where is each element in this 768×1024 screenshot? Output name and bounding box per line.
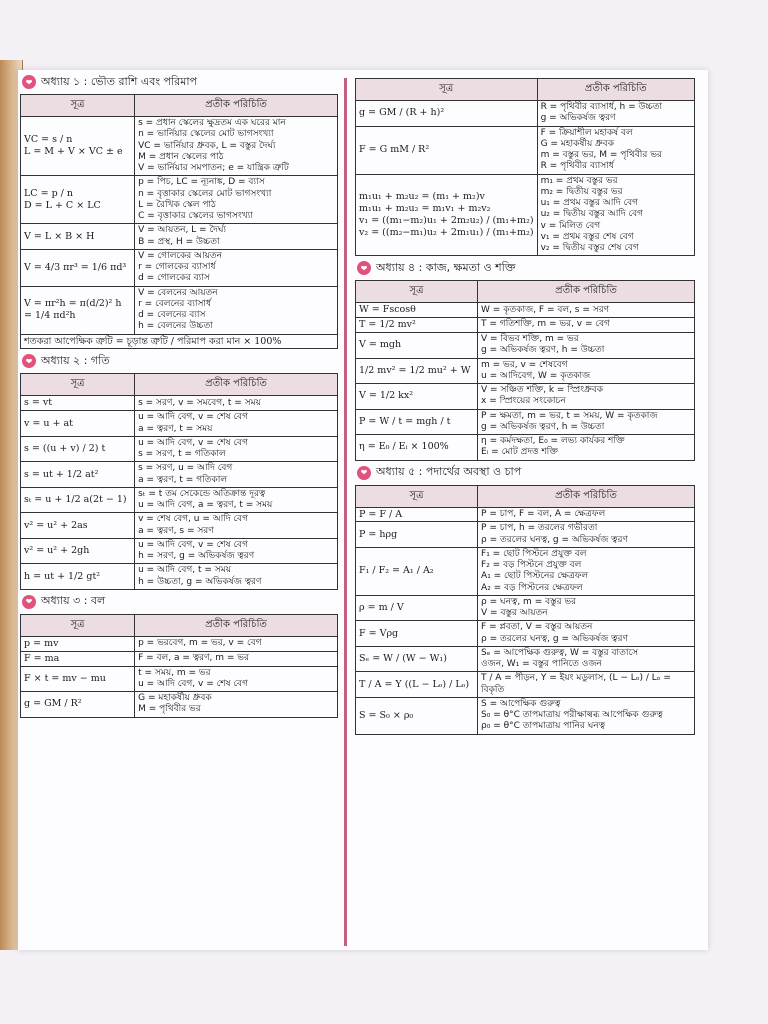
table-row (356, 126, 695, 174)
description-line: P = চাপ, h = তরলের গভীরতা (481, 523, 598, 534)
description-line: F₁ = ছোট পিস্টনে প্রযুক্ত বল (481, 548, 587, 559)
description-line: u = আদি বেগ, a = ত্বরণ, t = সময় (138, 500, 273, 510)
table-row (21, 513, 338, 539)
description-line: V = ভার্নিয়ার সমপাতন; e = যান্ত্রিক ত্রুটি (138, 163, 289, 173)
formula-cell (21, 513, 135, 539)
formula-line: F = Vρg (359, 627, 399, 639)
description-line: g = অভিকর্ষজ ত্বরণ (540, 113, 616, 124)
description-line: v₂ = দ্বিতীয় বস্তুর শেষ বেগ (540, 243, 639, 253)
table-row (356, 507, 695, 522)
formula-cell (356, 646, 478, 672)
description-line: s = প্রধান স্কেলের ক্ষুদ্রতম এক ঘরের মান (138, 118, 286, 128)
header-formula: সূত্র (356, 79, 538, 101)
formula-cell (356, 547, 478, 595)
description-line: F₂ = বড় পিস্টনে প্রযুক্ত বল (481, 560, 582, 571)
description-line: R = পৃথিবীর ব্যাসার্ধ (540, 161, 614, 172)
table-row (21, 651, 338, 666)
table-row (21, 436, 338, 462)
description-line: ρ = ঘনত্ব, m = বস্তুর ভর (481, 596, 577, 607)
formula-cell (21, 249, 135, 286)
description-cell (478, 333, 695, 359)
description-cell (478, 547, 695, 595)
formula-line: শতকরা আপেক্ষিক ত্রুটি = চূড়ান্ত ত্রুটি / পরিমাপ করা মান × 100% (24, 335, 282, 347)
description-line: n = বৃত্তাকার স্কেলের মোট ভাগসংখ্যা (138, 188, 272, 199)
header-formula: সূত্র (21, 374, 135, 396)
description-cell (135, 462, 338, 488)
description-line: u = আদি বেগ, v = শেষ বেগ (138, 539, 248, 550)
chapter-heading (22, 592, 338, 612)
description-line: V = সঞ্চিত শক্তি, k = স্প্রিংধ্রুবক (481, 385, 604, 395)
chapter-title: অধ্যায় ২ : গতি (41, 353, 110, 367)
formula-table (20, 614, 338, 718)
description-cell (478, 621, 695, 647)
table-row (356, 358, 695, 384)
chapter-title: অধ্যায় ১ : ভৌত রাশি এবং পরিমাপ (41, 74, 197, 88)
header-formula: সূত্র (21, 95, 135, 117)
formula-cell (356, 174, 538, 256)
formula-cell (21, 286, 135, 334)
column-separator (344, 78, 347, 946)
header-description: প্রতীক পরিচিতি (135, 614, 338, 636)
formula-line: T / A = Y ((L − Lₒ) / Lₒ) (359, 678, 470, 690)
formula-line: 1/2 mv² = 1/2 mu² + W (359, 364, 471, 376)
description-line: m = ভর, v = শেষবেগ (481, 359, 568, 370)
description-line: h = উচ্চতা, g = অভিকর্ষজ ত্বরণ (138, 576, 262, 587)
page (18, 70, 708, 950)
formula-line: P = F / A (359, 508, 403, 520)
formula-line: V = 4/3 πr³ = 1/6 πd³ (24, 261, 127, 273)
formula-cell (21, 224, 135, 250)
table-row (21, 334, 338, 349)
formula-line: T = 1/2 mv² (359, 319, 416, 331)
table-row (356, 595, 695, 621)
header-formula: সূত্র (21, 614, 135, 636)
formula-cell (21, 651, 135, 666)
formula-cell (21, 538, 135, 564)
description-line: u₁ = প্রথম বস্তুর আদি বেগ (540, 198, 639, 208)
header-formula: সূত্র (356, 281, 478, 303)
formula-line: v² = u² + 2gh (24, 545, 90, 557)
formula-cell (356, 409, 478, 435)
formula-table (355, 78, 695, 256)
description-cell (135, 564, 338, 590)
formula-table (20, 373, 338, 589)
chapter-icon: ❤ (22, 75, 36, 89)
description-line: ρ = তরলের ঘনত্ব, g = অভিকর্ষজ ত্বরণ (481, 633, 628, 644)
formula-cell (356, 333, 478, 359)
description-line: ρ = তরলের ঘনত্ব, g = অভিকর্ষজ ত্বরণ (481, 534, 628, 545)
table-row (21, 224, 338, 250)
description-cell (478, 384, 695, 410)
description-cell (135, 286, 338, 334)
table-row (21, 666, 338, 692)
description-line: F = ক্রিয়াশীল মহাকর্ষ বল (540, 127, 633, 138)
chapter-title: অধ্যায় ৩ : বল (41, 594, 106, 608)
description-line: A₂ = বড় পিস্টনের ক্ষেত্রফল (481, 582, 583, 593)
formula-line: η = E₀ / Eᵢ × 100% (359, 441, 449, 453)
header-description: প্রতীক পরিচিতি (135, 374, 338, 396)
formula-line: L = M + V × VC ± e (24, 146, 123, 158)
table-row (356, 318, 695, 333)
formula-cell (21, 411, 135, 437)
formula-line: s = ut + 1/2 at² (24, 468, 99, 480)
table-row (356, 384, 695, 410)
table-row (21, 487, 338, 513)
description-line: a = ত্বরণ, t = সময় (138, 423, 213, 434)
formula-cell (21, 117, 135, 176)
formula-line: v² = u² + 2as (24, 519, 88, 531)
formula-line: V = mgh (359, 339, 402, 351)
table-row (356, 621, 695, 647)
formula-cell (356, 621, 478, 647)
description-cell (478, 409, 695, 435)
description-line: R = পৃথিবীর ব্যাসার্ধ, h = উচ্চতা (540, 102, 663, 112)
header-description: প্রতীক পরিচিতি (135, 95, 338, 117)
formula-cell (356, 303, 478, 318)
formula-cell (21, 487, 135, 513)
description-line: VC = ভার্নিয়ার ধ্রুবক, L = বস্তুর দৈর্ঘ্য (138, 140, 276, 151)
chapter-icon: ❤ (22, 354, 36, 368)
description-cell (135, 396, 338, 411)
formula-line: m₁u₁ + m₂u₂ = m₁v₁ + m₂v₂ (359, 203, 491, 214)
formula-line: W = Fscosθ (359, 304, 416, 316)
formula-cell (356, 595, 478, 621)
description-line: u = আদি বেগ, t = সময় (138, 565, 232, 576)
description-cell (478, 522, 695, 548)
formula-cell (356, 384, 478, 410)
description-cell (478, 697, 695, 734)
header-description: প্রতীক পরিচিতি (478, 281, 695, 303)
formula-cell (356, 507, 478, 522)
table-row (21, 286, 338, 334)
description-line: T = গতিশক্তি, m = ভর, v = বেগ (481, 319, 610, 330)
description-line: d = গোলকের ব্যাস (138, 273, 210, 284)
formula-line: h = ut + 1/2 gt² (24, 570, 101, 582)
description-line: W = কৃতকাজ, F = বল, s = সরণ (481, 304, 610, 315)
formula-cell (356, 672, 478, 698)
description-cell (537, 126, 694, 174)
formula-line: s = ((u + v) / 2) t (24, 443, 106, 455)
formula-cell (21, 636, 135, 651)
table-row (356, 333, 695, 359)
description-line: V = বস্তুর আয়তন (481, 608, 548, 619)
description-line: h = বেলনের উচ্চতা (138, 321, 213, 332)
description-cell (135, 411, 338, 437)
table-row (21, 411, 338, 437)
description-line: A₁ = ছোট পিস্টনের ক্ষেত্রফল (481, 571, 589, 582)
description-line: v₁ = প্রথম বস্তুর শেষ বেগ (540, 231, 634, 242)
left-column (20, 70, 338, 718)
formula-cell (21, 564, 135, 590)
description-line: g = অভিকর্ষজ ত্বরণ, h = উচ্চতা (481, 345, 605, 356)
description-line: Eᵢ = মোট প্রদত্ত শক্তি (481, 447, 558, 458)
formula-cell (21, 692, 135, 718)
description-line: n = ভার্নিয়ার স্কেলের মোট ভাগসংখ্যা (138, 129, 274, 140)
description-cell (537, 101, 694, 127)
description-line: p = ভরবেগ, m = ভর, v = বেগ (138, 638, 262, 649)
formula-cell (356, 697, 478, 734)
description-line: v = মিলিত বেগ (540, 220, 601, 231)
description-cell (135, 651, 338, 666)
description-line: M = পৃথিবীর ভর (138, 704, 201, 715)
description-line: u = আদি বেগ, v = শেষ বেগ (138, 678, 248, 689)
formula-line: F = G mM / R² (359, 144, 430, 156)
description-cell (135, 176, 338, 224)
description-line: C = বৃত্তাকার স্কেলের ভাগসংখ্যা (138, 211, 253, 221)
description-cell (135, 692, 338, 718)
formula-line: V = πr²h = π(d/2)² h (24, 298, 122, 310)
chapter-icon: ❤ (357, 261, 371, 275)
description-line: V = বিভব শক্তি, m = ভর (481, 334, 579, 344)
formula-cell (21, 666, 135, 692)
description-line: sₜ = t তম সেকেন্ডে অতিক্রান্ত দূরত্ব (138, 488, 266, 499)
table-row (356, 101, 695, 127)
formula-cell (356, 126, 538, 174)
formula-line: P = hρg (359, 528, 398, 540)
description-line: V = আয়তন, L = দৈর্ঘ্য (138, 225, 226, 236)
formula-line: p = mv (24, 637, 59, 649)
description-line: P = ক্ষমতা, m = ভর, t = সময়, W = কৃতকাজ (481, 410, 658, 421)
formula-line: sₜ = u + 1/2 a(2t − 1) (24, 494, 127, 506)
description-cell (478, 358, 695, 384)
chapter-heading (357, 258, 695, 278)
formula-table (20, 94, 338, 349)
formula-table (355, 280, 695, 460)
description-line: B = প্রস্থ, H = উচ্চতা (138, 236, 220, 247)
formula-line: D = L + C × LC (24, 199, 101, 211)
description-cell (478, 435, 695, 461)
formula-cell (356, 358, 478, 384)
table-row (21, 249, 338, 286)
right-column (355, 70, 695, 735)
description-line: F = প্লবতা, V = বস্তুর আয়তন (481, 622, 593, 633)
description-cell (478, 595, 695, 621)
description-line: G = মহাকর্ষীয় ধ্রুবক (138, 693, 212, 703)
formula-cell (356, 435, 478, 461)
description-line: s = সরণ, u = আদি বেগ (138, 463, 233, 474)
description-cell (135, 636, 338, 651)
table-row (356, 697, 695, 734)
table-row (21, 636, 338, 651)
description-line: S₀ = θ°C তাপমাত্রায় পরীক্ষাল্বব্ধ আপেক্ষিক গুরুত্ব (481, 710, 663, 721)
formula-line: V = L × B × H (24, 230, 95, 242)
description-line: s = সরণ, t = গতিকাল (138, 449, 226, 459)
description-line: ওজন, W₁ = বস্তুর পানিতে ওজন (481, 659, 602, 670)
table-row (21, 692, 338, 718)
chapter-heading (22, 351, 338, 371)
formula-table (355, 485, 695, 735)
description-line: p = পিচ, LC = ন্যূনাঙ্ক, D = ব্যাস (138, 177, 265, 188)
description-cell (135, 513, 338, 539)
chapter-title: অধ্যায় ৫ : পদার্থের অবস্থা ও চাপ (376, 465, 522, 478)
description-cell (478, 318, 695, 333)
description-cell (135, 249, 338, 286)
header-description: প্রতীক পরিচিতি (478, 485, 695, 507)
formula-line: m₁u₁ + m₂u₂ = (m₁ + m₂)v (359, 191, 485, 203)
description-line: a = ত্বরণ, s = সরণ (138, 525, 214, 536)
formula-cell (21, 462, 135, 488)
formula-cell (356, 522, 478, 548)
formula-cell (356, 318, 478, 333)
chapter-heading (22, 72, 338, 92)
description-line: h = সরণ, g = অভিকর্ষজ ত্বরণ (138, 551, 255, 561)
description-line: m₁ = প্রথম বস্তুর ভর (540, 175, 618, 186)
formula-line: F × t = mv − mu (24, 672, 106, 684)
description-line: M = প্রধান স্কেলের পাঠ (138, 151, 224, 162)
description-line: m = বস্তুর ভর, M = পৃথিবীর ভর (540, 150, 662, 160)
header-description: প্রতীক পরিচিতি (537, 79, 694, 101)
description-cell (135, 666, 338, 692)
formula-cell (356, 101, 538, 127)
description-line: g = অভিকর্ষজ ত্বরণ, h = উচ্চতা (481, 421, 605, 432)
table-row (356, 522, 695, 548)
formula-cell (21, 334, 338, 349)
table-row (356, 435, 695, 461)
table-row (356, 547, 695, 595)
description-cell (135, 487, 338, 513)
description-line: x = স্প্রিংয়ের সংকোচন (481, 396, 566, 407)
description-line: r = বেলনের ব্যাসার্ধ (138, 298, 212, 309)
description-cell (135, 117, 338, 176)
formula-line: s = vt (24, 397, 53, 409)
description-cell (478, 672, 695, 698)
description-cell (537, 174, 694, 256)
description-cell (135, 436, 338, 462)
chapter-heading (357, 463, 695, 483)
description-line: u₂ = দ্বিতীয় বস্তুর আদি বেগ (540, 209, 644, 220)
description-line: ρ₀ = θ°C তাপমাত্রায় পানির ঘনত্ব (481, 721, 606, 732)
description-cell (478, 303, 695, 318)
description-line: V = বেলনের আয়তন (138, 287, 218, 298)
table-row (21, 176, 338, 224)
description-cell (135, 224, 338, 250)
description-line: F = বল, a = ত্বরণ, m = ভর (138, 652, 249, 663)
description-cell (478, 646, 695, 672)
description-line: Sₑ = আপেক্ষিক গুরুত্ব, W = বস্তুর বাতাসে (481, 647, 639, 658)
table-row (356, 672, 695, 698)
table-row (356, 174, 695, 256)
description-line: P = চাপ, F = বল, A = ক্ষেত্রফল (481, 508, 606, 519)
description-line: t = সময়, m = ভর (138, 667, 211, 678)
table-row (21, 462, 338, 488)
description-line: u = আদিবেগ, W = কৃতকাজ (481, 370, 591, 381)
description-line: S = আপেক্ষিক গুরুত্ব (481, 698, 561, 709)
formula-cell (21, 176, 135, 224)
description-line: d = বেলনের ব্যাস (138, 310, 206, 320)
description-line: a = ত্বরণ, t = গতিকাল (138, 474, 228, 485)
header-formula: সূত্র (356, 485, 478, 507)
description-line: u = আদি বেগ, v = শেষ বেগ (138, 437, 248, 448)
description-line: u = আদি বেগ, v = শেষ বেগ (138, 412, 248, 423)
description-line: η = কর্মদক্ষতা, E₀ = লভ্য কার্যকর শক্তি (481, 436, 625, 446)
formula-line: P = W / t = mgh / t (359, 415, 451, 427)
table-row (21, 117, 338, 176)
table-row (356, 409, 695, 435)
formula-line: ρ = m / V (359, 602, 404, 614)
formula-cell (21, 396, 135, 411)
description-cell (135, 538, 338, 564)
description-line: V = গোলকের আয়তন (138, 250, 223, 261)
formula-line: LC = p / n (24, 187, 74, 199)
formula-line: S = S₀ × ρ₀ (359, 709, 414, 721)
formula-line: Sₑ = W / (W − W₁) (359, 653, 447, 665)
formula-line: v₁ = ((m₁−m₂)u₁ + 2m₂u₂) / (m₁+m₂) (359, 214, 534, 226)
table-row (21, 564, 338, 590)
chapter-title: অধ্যায় ৪ : কাজ, ক্ষমতা ও শক্তি (376, 260, 516, 274)
formula-line: V = 1/2 kx² (359, 390, 414, 402)
formula-line: g = GM / R² (24, 698, 82, 710)
description-line: L = রৈখিক স্কেল পাঠ (138, 199, 216, 210)
formula-line: = 1/4 πd²h (24, 310, 76, 321)
formula-line: g = GM / (R + h)² (359, 107, 445, 119)
description-cell (478, 507, 695, 522)
table-row (356, 303, 695, 318)
chapter-icon: ❤ (22, 595, 36, 609)
formula-cell (21, 436, 135, 462)
table-row (21, 396, 338, 411)
chapter-icon: ❤ (357, 466, 371, 480)
table-row (356, 646, 695, 672)
description-line: G = মহাকর্ষীয় ধ্রুবক (540, 138, 615, 149)
description-line: m₂ = দ্বিতীয় বস্তুর ভর (540, 186, 623, 197)
formula-line: VC = s / n (24, 134, 73, 146)
formula-line: F = ma (24, 652, 60, 664)
table-row (21, 538, 338, 564)
description-line: r = গোলকের ব্যাসার্ধ (138, 262, 216, 272)
formula-line: v = u + at (24, 417, 73, 429)
description-line: s = সরণ, v = সমবেগ, t = সময় (138, 397, 261, 408)
formula-line: F₁ / F₂ = A₁ / A₂ (359, 565, 434, 577)
description-line: T / A = পীড়ন, Y = ইয়ং মডুলাস, (L − Lₒ) / Lₒ = বিকৃতি (481, 673, 671, 695)
formula-line: v₂ = ((m₂−m₁)u₂ + 2m₁u₁) / (m₁+m₂) (359, 226, 534, 238)
description-line: v = শেষ বেগ, u = আদি বেগ (138, 514, 248, 525)
